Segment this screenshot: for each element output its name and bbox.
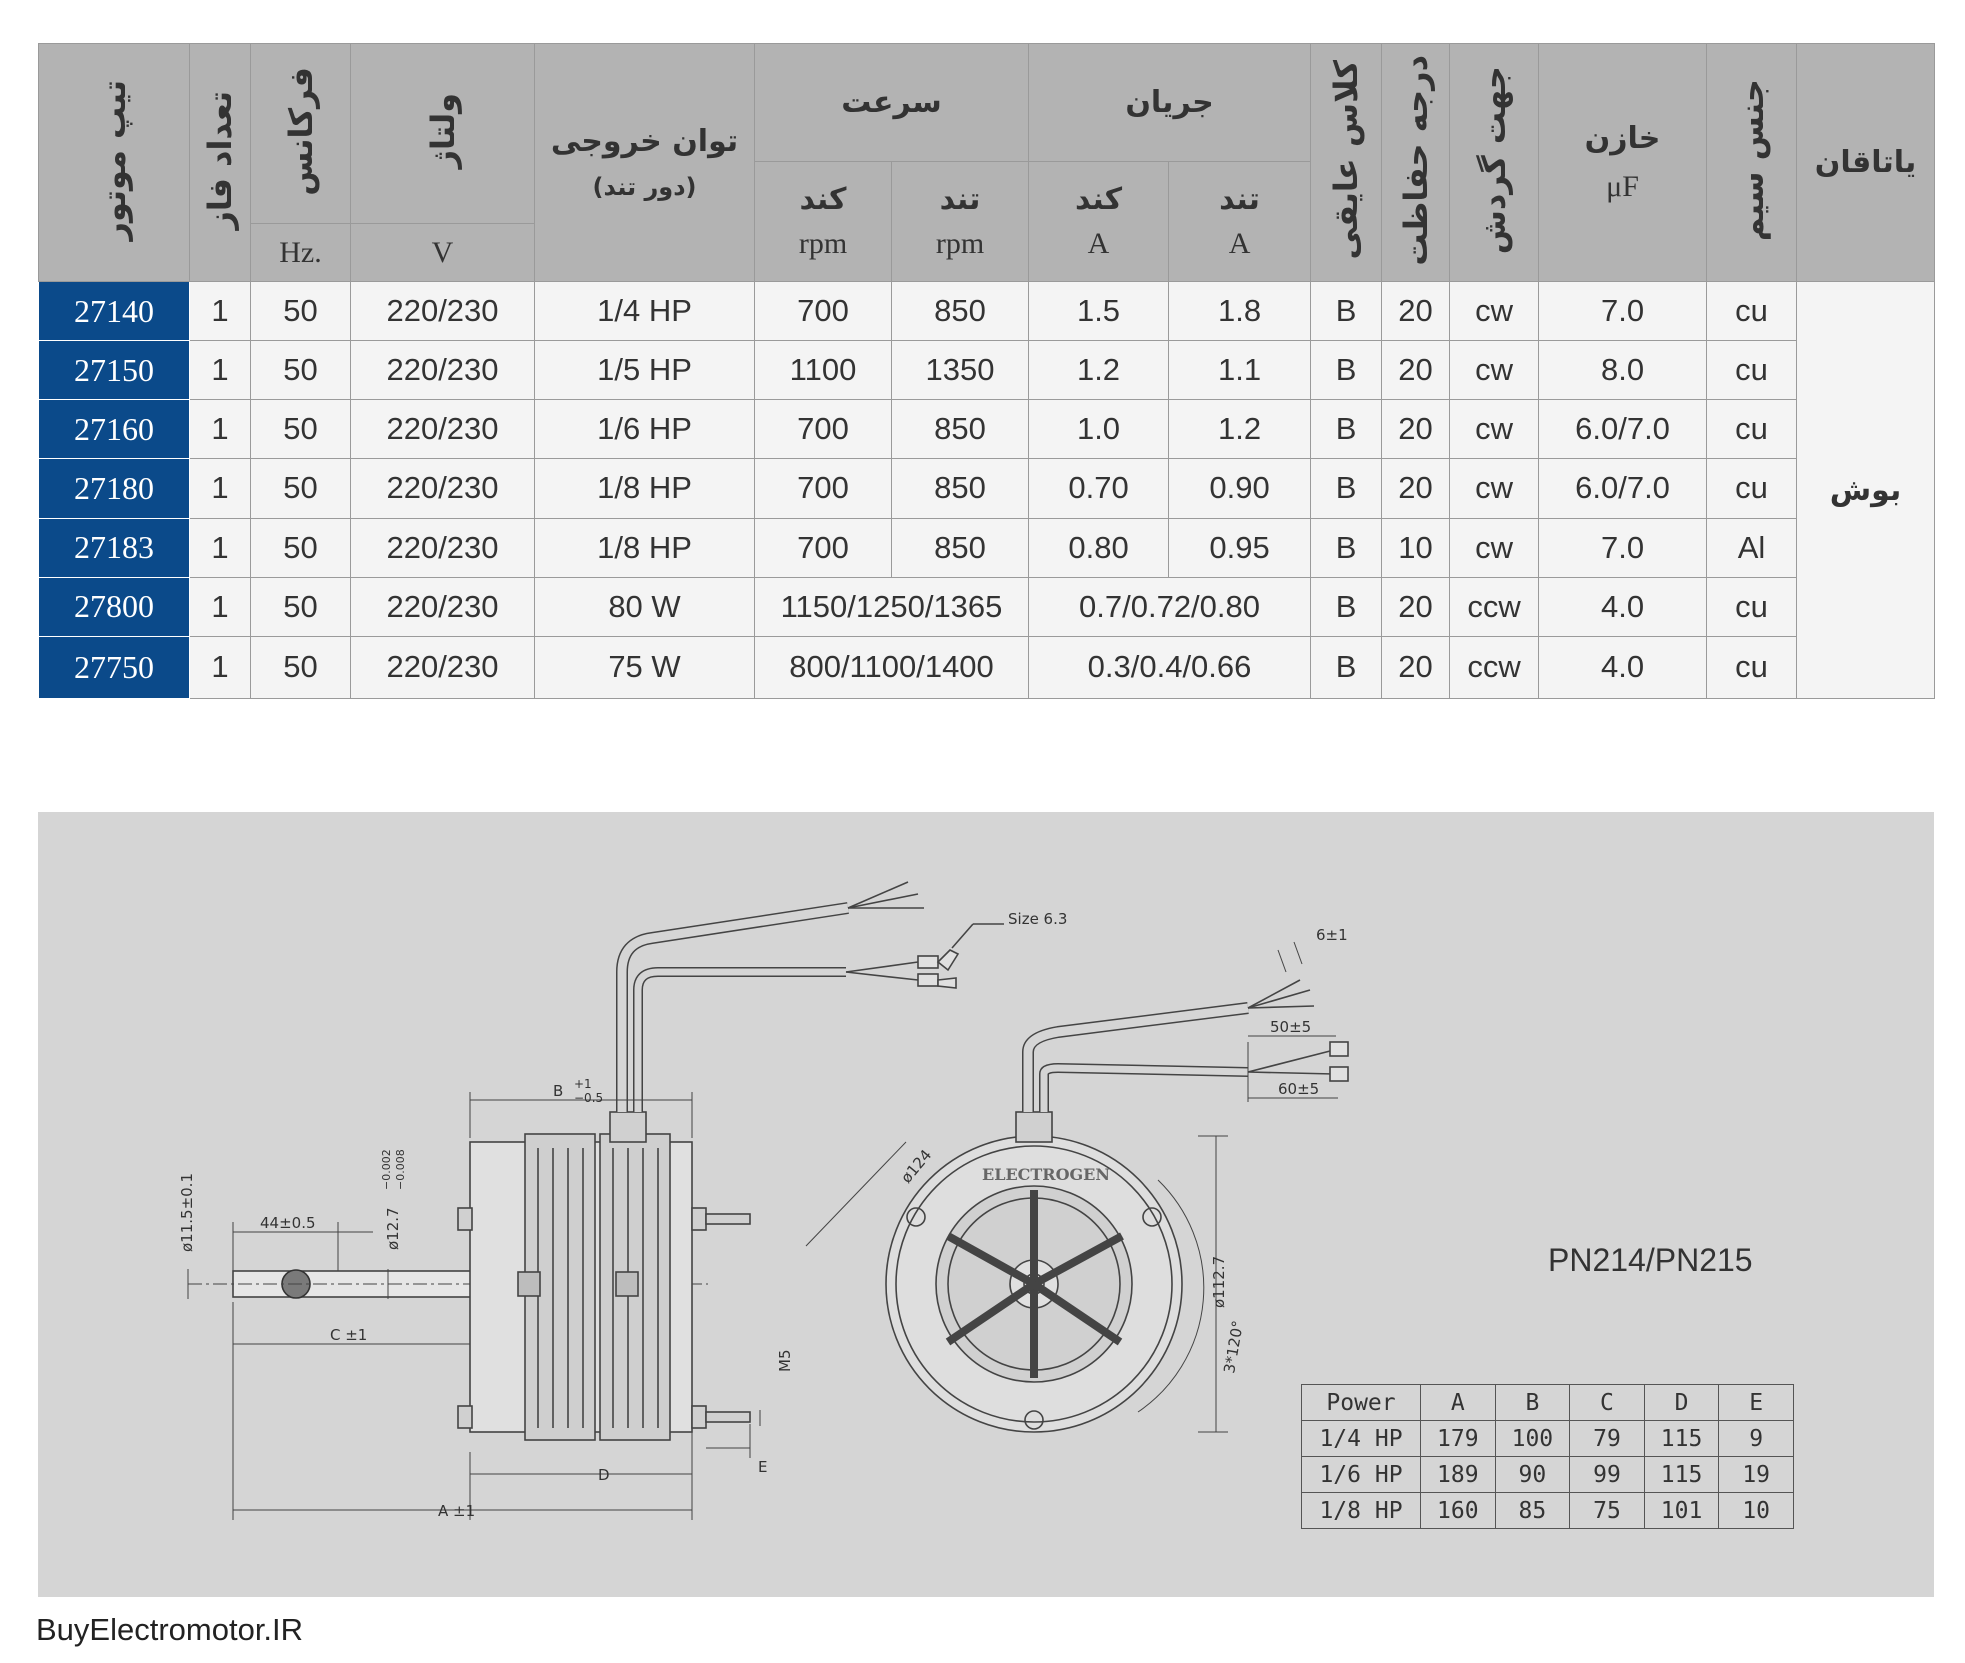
phase-cell: 1 <box>190 636 251 698</box>
header-wire: جنس سیم <box>1707 44 1797 282</box>
speed-slow-cell: 700 <box>755 282 892 341</box>
table-row <box>1302 1457 1794 1493</box>
thread-label: M5 <box>776 1349 794 1372</box>
phase-cell: 1 <box>190 518 251 577</box>
current-slow-cell: 0.70 <box>1029 459 1169 518</box>
capacitor-cell: 7.0 <box>1539 282 1707 341</box>
capacitor-cell: 8.0 <box>1539 341 1707 400</box>
dim-d-cell: 115 <box>1644 1421 1719 1457</box>
dim-c-label: C ±1 <box>330 1326 368 1344</box>
protection-cell: 10 <box>1382 518 1450 577</box>
spec-table-body <box>39 282 1935 699</box>
phase-cell: 1 <box>190 577 251 636</box>
shaft-len-label: 44±0.5 <box>260 1214 316 1232</box>
phase-cell: 1 <box>190 400 251 459</box>
current-fast-cell: 0.90 <box>1169 459 1311 518</box>
header-current-fast: تند A <box>1169 162 1311 282</box>
table-row <box>1302 1421 1794 1457</box>
header-protection: درجه حفاظت <box>1382 44 1450 282</box>
dim-header-power: Power <box>1302 1385 1421 1421</box>
rotation-cell: cw <box>1450 282 1539 341</box>
current-slow-cell: 0.80 <box>1029 518 1169 577</box>
front-view <box>806 942 1348 1432</box>
header-speed-slow: کند rpm <box>755 162 892 282</box>
dim-header-b: B <box>1495 1385 1570 1421</box>
phase-cell: 1 <box>190 282 251 341</box>
current-slow-cell: 1.0 <box>1029 400 1169 459</box>
holes-label: 3*120° <box>1220 1319 1248 1375</box>
dim-b-label: B <box>553 1082 564 1100</box>
dim-b-tol-plus: +1 <box>574 1077 592 1091</box>
capacitor-cell: 7.0 <box>1539 518 1707 577</box>
speed-fast-cell: 1350 <box>892 341 1029 400</box>
dim-a-cell: 189 <box>1421 1457 1496 1493</box>
bearing-cell: بوش <box>1797 282 1935 699</box>
size-label: Size 6.3 <box>1008 910 1068 928</box>
protection-cell: 20 <box>1382 341 1450 400</box>
dim-e-label: E <box>758 1458 768 1476</box>
frequency-cell: 50 <box>251 459 351 518</box>
header-speed: سرعت <box>755 44 1029 162</box>
table-row <box>39 459 1935 518</box>
strip-label: 6±1 <box>1316 926 1348 944</box>
voltage-cell: 220/230 <box>351 459 535 518</box>
speed-fast-cell: 850 <box>892 400 1029 459</box>
capacitor-cell: 4.0 <box>1539 577 1707 636</box>
table-row <box>39 341 1935 400</box>
shaft-dia-12-label: ø12.7 <box>384 1207 402 1250</box>
header-current: جریان <box>1029 44 1311 162</box>
insulation-cell: B <box>1311 400 1382 459</box>
speed-multi-cell: 1150/1250/1365 <box>755 577 1029 636</box>
frequency-cell: 50 <box>251 577 351 636</box>
speed-slow-cell: 700 <box>755 459 892 518</box>
wire-cell: cu <box>1707 341 1797 400</box>
voltage-cell: 220/230 <box>351 400 535 459</box>
rotation-cell: cw <box>1450 459 1539 518</box>
frequency-cell: 50 <box>251 636 351 698</box>
speed-fast-cell: 850 <box>892 282 1029 341</box>
voltage-cell: 220/230 <box>351 518 535 577</box>
current-fast-cell: 1.2 <box>1169 400 1311 459</box>
dia-112-label: ø112.7 <box>1210 1255 1228 1308</box>
dim-power-cell: 1/8 HP <box>1302 1493 1421 1529</box>
frequency-cell: 50 <box>251 341 351 400</box>
current-fast-cell: 1.1 <box>1169 341 1311 400</box>
rotation-cell: ccw <box>1450 577 1539 636</box>
protection-cell: 20 <box>1382 636 1450 698</box>
dim-header-c: C <box>1570 1385 1645 1421</box>
dim-c-cell: 75 <box>1570 1493 1645 1529</box>
header-voltage-unit: V <box>351 224 535 282</box>
dimension-table-header <box>1302 1385 1794 1421</box>
insulation-cell: B <box>1311 282 1382 341</box>
protection-cell: 20 <box>1382 400 1450 459</box>
dim-e-cell: 19 <box>1719 1457 1794 1493</box>
motor-type: 27750 <box>39 636 190 698</box>
header-insulation: کلاس عایقی <box>1311 44 1382 282</box>
table-row <box>39 518 1935 577</box>
speed-fast-cell: 850 <box>892 459 1029 518</box>
insulation-cell: B <box>1311 577 1382 636</box>
dim-d-cell: 115 <box>1644 1457 1719 1493</box>
wire-cell: cu <box>1707 577 1797 636</box>
current-fast-cell: 1.8 <box>1169 282 1311 341</box>
header-bearing: یاتاقان <box>1797 44 1935 282</box>
dim-e-cell: 9 <box>1719 1421 1794 1457</box>
header-phase: تعداد فاز <box>190 44 251 282</box>
insulation-cell: B <box>1311 636 1382 698</box>
wire-cell: cu <box>1707 636 1797 698</box>
power-cell: 75 W <box>535 636 755 698</box>
table-row <box>39 577 1935 636</box>
dim-header-a: A <box>1421 1385 1496 1421</box>
header-speed-fast: تند rpm <box>892 162 1029 282</box>
motor-type: 27180 <box>39 459 190 518</box>
motor-type: 27160 <box>39 400 190 459</box>
table-row <box>39 282 1935 341</box>
model-label: PN214/PN215 <box>1548 1242 1753 1278</box>
dim-d-cell: 101 <box>1644 1493 1719 1529</box>
shaft-dia-12-tol-plus: −0.002 <box>380 1149 393 1190</box>
dim-header-d: D <box>1644 1385 1719 1421</box>
phase-cell: 1 <box>190 341 251 400</box>
table-row <box>1302 1493 1794 1529</box>
lead-50-label: 50±5 <box>1270 1018 1312 1036</box>
wire-cell: cu <box>1707 400 1797 459</box>
dim-a-label: A ±1 <box>438 1502 476 1520</box>
dim-power-cell: 1/4 HP <box>1302 1421 1421 1457</box>
power-cell: 1/4 HP <box>535 282 755 341</box>
current-multi-cell: 0.7/0.72/0.80 <box>1029 577 1311 636</box>
dim-a-cell: 179 <box>1421 1421 1496 1457</box>
capacitor-cell: 6.0/7.0 <box>1539 459 1707 518</box>
technical-drawing-panel <box>38 812 1934 1597</box>
dim-b-cell: 90 <box>1495 1457 1570 1493</box>
voltage-cell: 220/230 <box>351 341 535 400</box>
current-fast-cell: 0.95 <box>1169 518 1311 577</box>
rotation-cell: cw <box>1450 518 1539 577</box>
shaft-dia-11-label: ø11.5±0.1 <box>178 1173 196 1252</box>
lead-60-label: 60±5 <box>1278 1080 1320 1098</box>
speed-slow-cell: 700 <box>755 518 892 577</box>
protection-cell: 20 <box>1382 282 1450 341</box>
power-cell: 1/8 HP <box>535 459 755 518</box>
phase-cell: 1 <box>190 459 251 518</box>
frequency-cell: 50 <box>251 282 351 341</box>
voltage-cell: 220/230 <box>351 282 535 341</box>
table-row <box>39 636 1935 698</box>
insulation-cell: B <box>1311 341 1382 400</box>
header-type: تیپ موتور <box>39 44 190 282</box>
dim-b-cell: 85 <box>1495 1493 1570 1529</box>
protection-cell: 20 <box>1382 577 1450 636</box>
side-view <box>188 882 1004 1520</box>
dim-a-cell: 160 <box>1421 1493 1496 1529</box>
header-capacitor: خازن μF <box>1539 44 1707 282</box>
header-rotation: جهت گردش <box>1450 44 1539 282</box>
wire-cell: cu <box>1707 459 1797 518</box>
dim-b-tol-minus: −0.5 <box>574 1091 604 1105</box>
dim-b-cell: 100 <box>1495 1421 1570 1457</box>
speed-multi-cell: 800/1100/1400 <box>755 636 1029 698</box>
motor-brand-label: ELECTROGEN <box>982 1165 1110 1184</box>
power-cell: 80 W <box>535 577 755 636</box>
motor-type: 27800 <box>39 577 190 636</box>
header-frequency: فرکانس <box>251 44 351 224</box>
insulation-cell: B <box>1311 518 1382 577</box>
header-voltage: ولتاژ <box>351 44 535 224</box>
motor-type: 27140 <box>39 282 190 341</box>
frequency-cell: 50 <box>251 518 351 577</box>
power-cell: 1/6 HP <box>535 400 755 459</box>
rotation-cell: cw <box>1450 400 1539 459</box>
dimension-labels <box>178 910 1348 1520</box>
header-frequency-unit: Hz. <box>251 224 351 282</box>
power-cell: 1/8 HP <box>535 518 755 577</box>
capacitor-cell: 4.0 <box>1539 636 1707 698</box>
voltage-cell: 220/230 <box>351 636 535 698</box>
motor-type: 27183 <box>39 518 190 577</box>
speed-slow-cell: 1100 <box>755 341 892 400</box>
current-slow-cell: 1.5 <box>1029 282 1169 341</box>
power-cell: 1/5 HP <box>535 341 755 400</box>
dim-c-cell: 99 <box>1570 1457 1645 1493</box>
dia-124-label: ø124 <box>897 1146 936 1187</box>
voltage-cell: 220/230 <box>351 577 535 636</box>
dim-e-cell: 10 <box>1719 1493 1794 1529</box>
shaft-dia-12-tol-minus: −0.008 <box>394 1149 407 1190</box>
frequency-cell: 50 <box>251 400 351 459</box>
current-slow-cell: 1.2 <box>1029 341 1169 400</box>
wire-cell: Al <box>1707 518 1797 577</box>
table-row <box>39 400 1935 459</box>
rotation-cell: ccw <box>1450 636 1539 698</box>
dimension-table <box>1301 1384 1794 1529</box>
footer-brand: BuyElectromotor.IR <box>36 1612 304 1647</box>
dim-power-cell: 1/6 HP <box>1302 1457 1421 1493</box>
header-power: توان خروجی (دور تند) <box>535 44 755 282</box>
current-multi-cell: 0.3/0.4/0.66 <box>1029 636 1311 698</box>
dim-c-cell: 79 <box>1570 1421 1645 1457</box>
rotation-cell: cw <box>1450 341 1539 400</box>
dim-header-e: E <box>1719 1385 1794 1421</box>
spec-table <box>38 43 1935 699</box>
speed-fast-cell: 850 <box>892 518 1029 577</box>
spec-table-header <box>39 44 1935 282</box>
wire-cell: cu <box>1707 282 1797 341</box>
speed-slow-cell: 700 <box>755 400 892 459</box>
protection-cell: 20 <box>1382 459 1450 518</box>
motor-type: 27150 <box>39 341 190 400</box>
dim-d-label: D <box>598 1466 610 1484</box>
capacitor-cell: 6.0/7.0 <box>1539 400 1707 459</box>
insulation-cell: B <box>1311 459 1382 518</box>
header-current-slow: کند A <box>1029 162 1169 282</box>
